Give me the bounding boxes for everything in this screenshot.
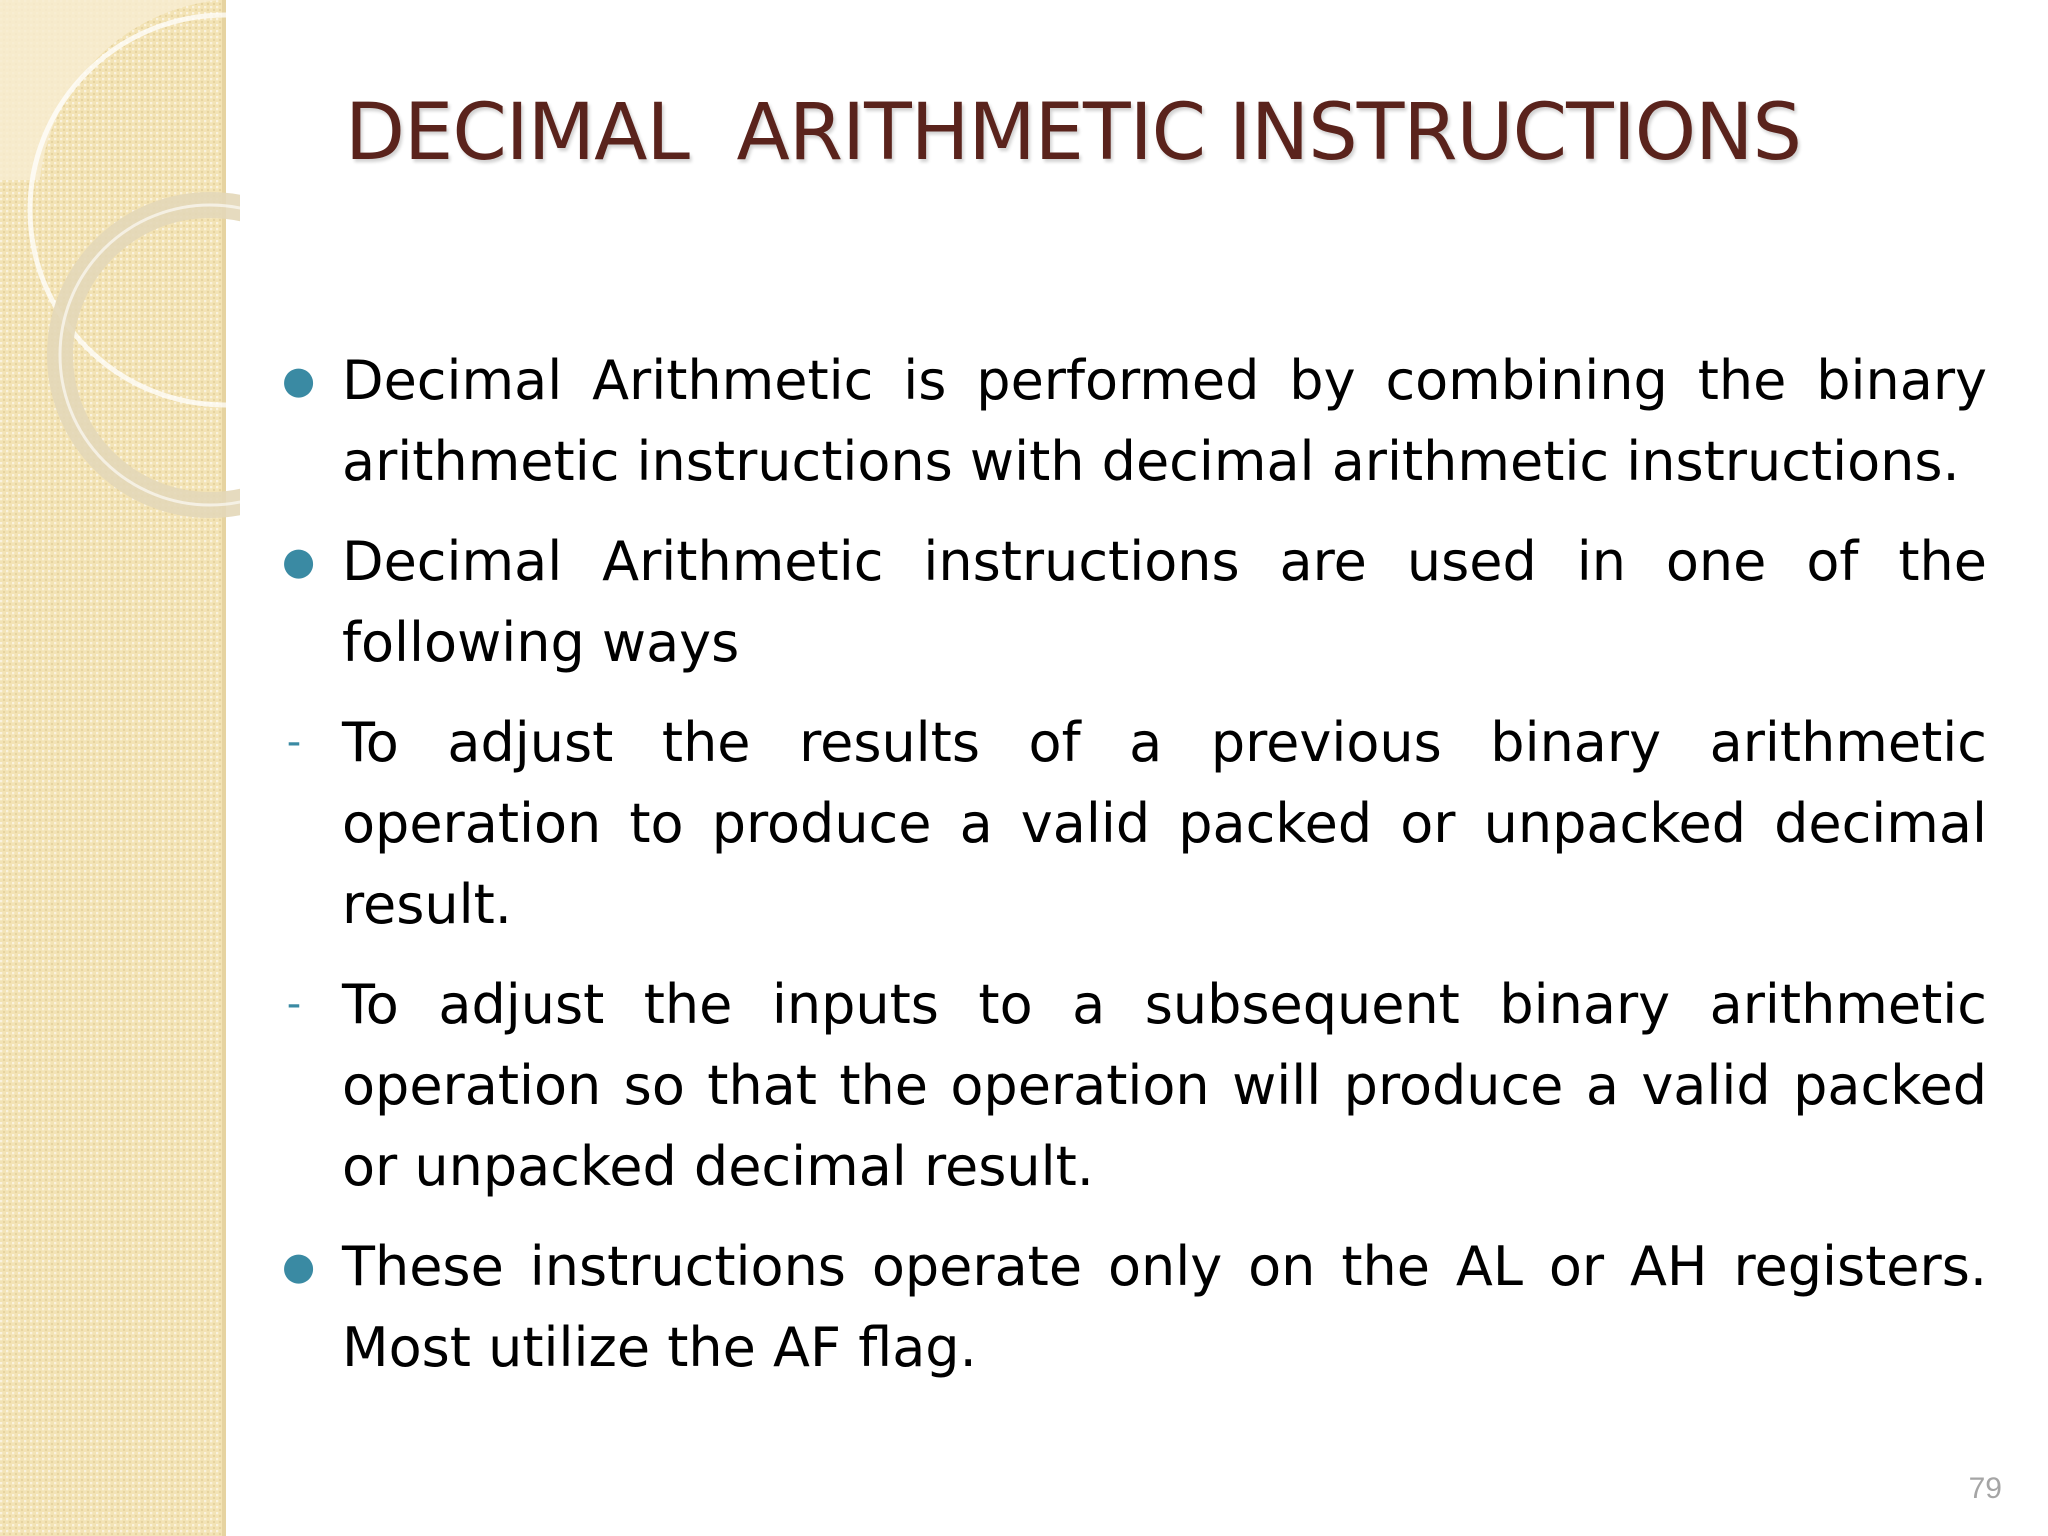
bullet-icon: ● [282, 358, 316, 402]
dash-icon: - [286, 719, 302, 765]
list-item [282, 340, 1987, 502]
list-item [282, 521, 1987, 683]
bullet-icon: ● [282, 539, 316, 583]
decorative-side-band [0, 0, 226, 1536]
list-item [282, 1226, 1987, 1388]
bullet-icon: ● [282, 1244, 316, 1288]
dash-icon: - [286, 981, 302, 1027]
bullet-list [282, 340, 1987, 1407]
slide-title: DECIMAL ARITHMETIC INSTRUCTIONS [345, 88, 1802, 178]
list-item [282, 964, 1987, 1207]
list-item-text: These instructions operate only on the AL or AH registers. Most utilize the AF flag. [342, 1235, 1987, 1379]
list-item-text: Decimal Arithmetic is performed by combining the binary arithmetic instructions with decimal arithmetic instructions. [342, 349, 1987, 493]
list-item-text: Decimal Arithmetic instructions are used in one of the following ways [342, 530, 1987, 674]
list-item-text: To adjust the inputs to a subsequent binary arithmetic operation so that the operation will produce a valid packed or unpacked decimal result. [342, 973, 1987, 1198]
list-item [282, 702, 1987, 945]
list-item-text: To adjust the results of a previous binary arithmetic operation to produce a valid packed or unpacked decimal result. [342, 711, 1987, 936]
slide-number: 79 [1968, 1472, 2002, 1505]
